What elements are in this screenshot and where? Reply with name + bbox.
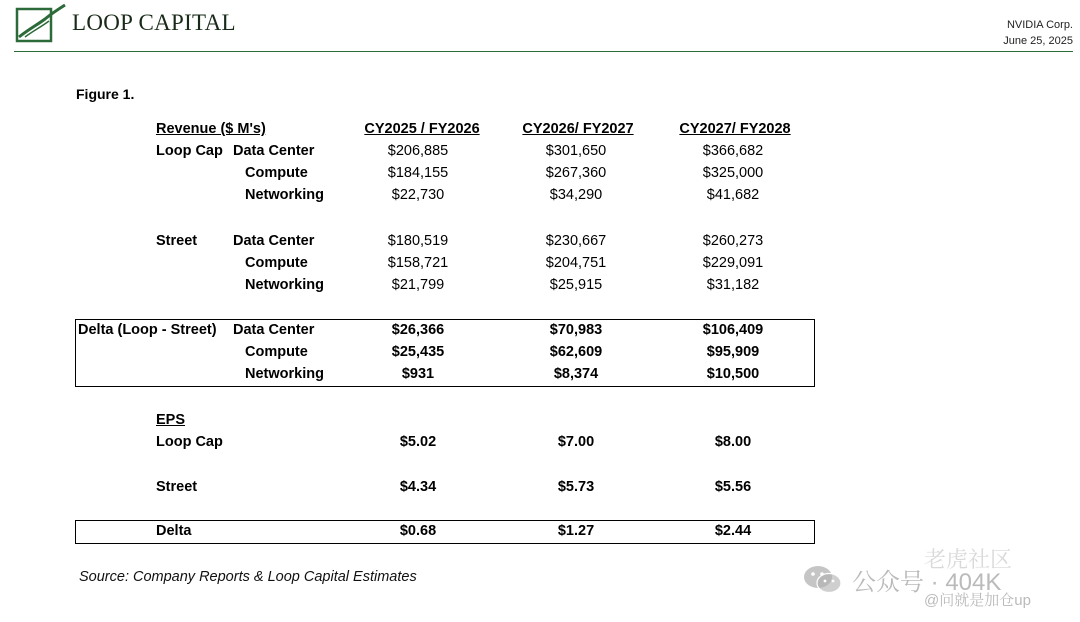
table-cell: $10,500 xyxy=(706,366,760,382)
brand-name: LOOP CAPITAL xyxy=(72,10,236,35)
table-cell: $5.73 xyxy=(557,479,595,495)
loop-capital-logo xyxy=(15,3,67,43)
eps-label-delta: Delta xyxy=(156,523,192,539)
source-note: Source: Company Reports & Loop Capital Estimates xyxy=(79,569,417,585)
row-label: Data Center xyxy=(233,143,315,159)
revenue-title: Revenue ($ M's) xyxy=(156,121,266,137)
row-label: Compute xyxy=(245,165,308,181)
table-cell: $8.00 xyxy=(714,434,752,450)
table-cell: $31,182 xyxy=(706,277,760,293)
table-cell: $62,609 xyxy=(549,344,603,360)
row-label: Data Center xyxy=(233,233,315,249)
table-cell: $25,435 xyxy=(391,344,445,360)
table-cell: $301,650 xyxy=(545,143,607,159)
table-cell: $25,915 xyxy=(549,277,603,293)
column-header: CY2027/ FY2028 xyxy=(679,121,791,137)
group-label-loop-cap: Loop Cap xyxy=(156,143,223,159)
column-header: CY2025 / FY2026 xyxy=(364,121,480,137)
table-cell: $95,909 xyxy=(706,344,760,360)
table-cell: $366,682 xyxy=(702,143,764,159)
table-cell: $106,409 xyxy=(702,322,764,338)
row-label: Data Center xyxy=(233,322,315,338)
table-cell: $180,519 xyxy=(387,233,449,249)
row-label: Compute xyxy=(245,344,308,360)
group-label-delta: Delta (Loop - Street) xyxy=(78,322,217,338)
eps-title: EPS xyxy=(156,412,186,428)
table-cell: $1.27 xyxy=(557,523,595,539)
table-cell: $325,000 xyxy=(702,165,764,181)
table-cell: $0.68 xyxy=(399,523,437,539)
row-label: Networking xyxy=(245,187,324,203)
table-cell: $230,667 xyxy=(545,233,607,249)
table-cell: $22,730 xyxy=(391,187,445,203)
table-cell: $21,799 xyxy=(391,277,445,293)
table-cell: $26,366 xyxy=(391,322,445,338)
row-label: Compute xyxy=(245,255,308,271)
table-cell: $7.00 xyxy=(557,434,595,450)
table-cell: $5.02 xyxy=(399,434,437,450)
table-cell: $206,885 xyxy=(387,143,449,159)
watermark-subtext: @问就是加仓up xyxy=(924,592,1031,609)
table-cell: $8,374 xyxy=(553,366,599,382)
table-cell: $70,983 xyxy=(549,322,603,338)
table-cell: $5.56 xyxy=(714,479,752,495)
table-cell: $229,091 xyxy=(702,255,764,271)
figure-label: Figure 1. xyxy=(76,86,135,102)
table-cell: $931 xyxy=(401,366,435,382)
table-cell: $267,360 xyxy=(545,165,607,181)
company-name: NVIDIA Corp. xyxy=(1006,19,1073,31)
table-cell: $34,290 xyxy=(549,187,603,203)
table-cell: $184,155 xyxy=(387,165,449,181)
eps-label-street: Street xyxy=(156,479,198,495)
watermark-text: 公众号 · 404K xyxy=(852,569,1002,596)
group-label-street: Street xyxy=(156,233,198,249)
eps-label-loop-cap: Loop Cap xyxy=(156,434,223,450)
table-cell: $41,682 xyxy=(706,187,760,203)
report-date: June 25, 2025 xyxy=(1003,35,1073,47)
table-cell: $4.34 xyxy=(399,479,437,495)
column-header: CY2026/ FY2027 xyxy=(522,121,634,137)
table-cell: $204,751 xyxy=(545,255,607,271)
table-cell: $260,273 xyxy=(702,233,764,249)
header-divider xyxy=(14,51,1073,52)
watermark-handle: 老虎社区 xyxy=(924,547,1013,572)
row-label: Networking xyxy=(245,366,324,382)
table-cell: $2.44 xyxy=(714,523,752,539)
table-cell: $158,721 xyxy=(387,255,449,271)
wechat-icon xyxy=(802,563,844,595)
row-label: Networking xyxy=(245,277,324,293)
